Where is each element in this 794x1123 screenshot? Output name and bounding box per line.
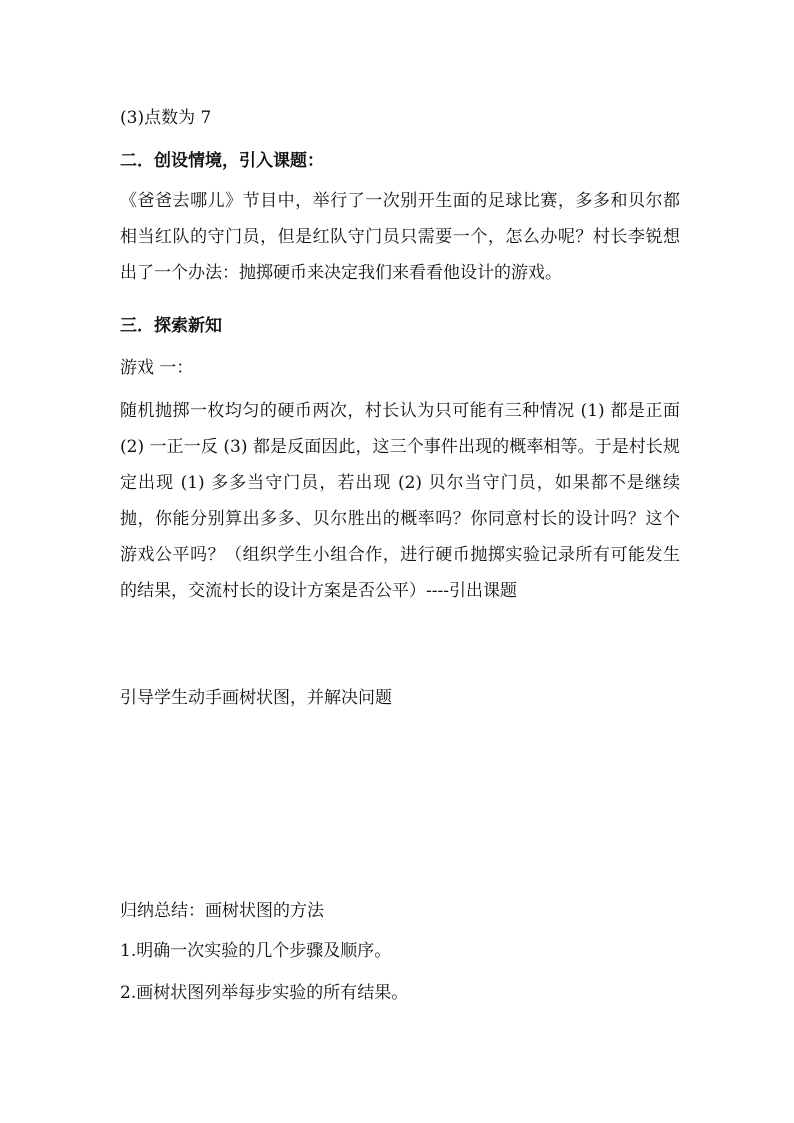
guide-line: 引导学生动手画树状图，并解决问题 [120, 688, 392, 708]
game-label: 游戏 一： [120, 358, 194, 378]
section-heading-2: 二．创设情境，引入课题： [120, 151, 324, 171]
intro-paragraph: 《爸爸去哪儿》节目中，举行了一次别开生面的足球比赛，多多和贝尔都相当红队的守门员，但是红队守门员只需要一个，怎么办呢？村长李锐想出了一个办法：抛掷硬币来决定我们来看看他设计的游戏。 [120, 191, 680, 283]
point-sum-line: (3)点数为 7 [120, 108, 212, 128]
summary-item-1: 1.明确一次实验的几个步骤及顺序。 [120, 941, 392, 961]
summary-title: 归纳总结：画树状图的方法 [120, 901, 324, 921]
section-heading-3: 三．探索新知 [120, 316, 222, 336]
summary-item-2: 2.画树状图列举每步实验的所有结果。 [120, 983, 409, 1003]
game-paragraph: 随机抛掷一枚均匀的硬币两次，村长认为只可能有三种情况 (1) 都是正面 (2) 一正一反 (3) 都是反面因此，这三个事件出现的概率相等。于是村长规定出现 (1) 多多当守门员，若出现 (2) 贝尔当守门员，如果都不是继续抛，你能分别算出多多、贝尔胜出的概率吗？你同意村长的设计吗？这个游戏公平吗？（组织学生小组合作，进行硬币抛掷实验记录所有可能发生的结果，交流村长的设计方案是否公平）----引出课题 [120, 401, 703, 601]
